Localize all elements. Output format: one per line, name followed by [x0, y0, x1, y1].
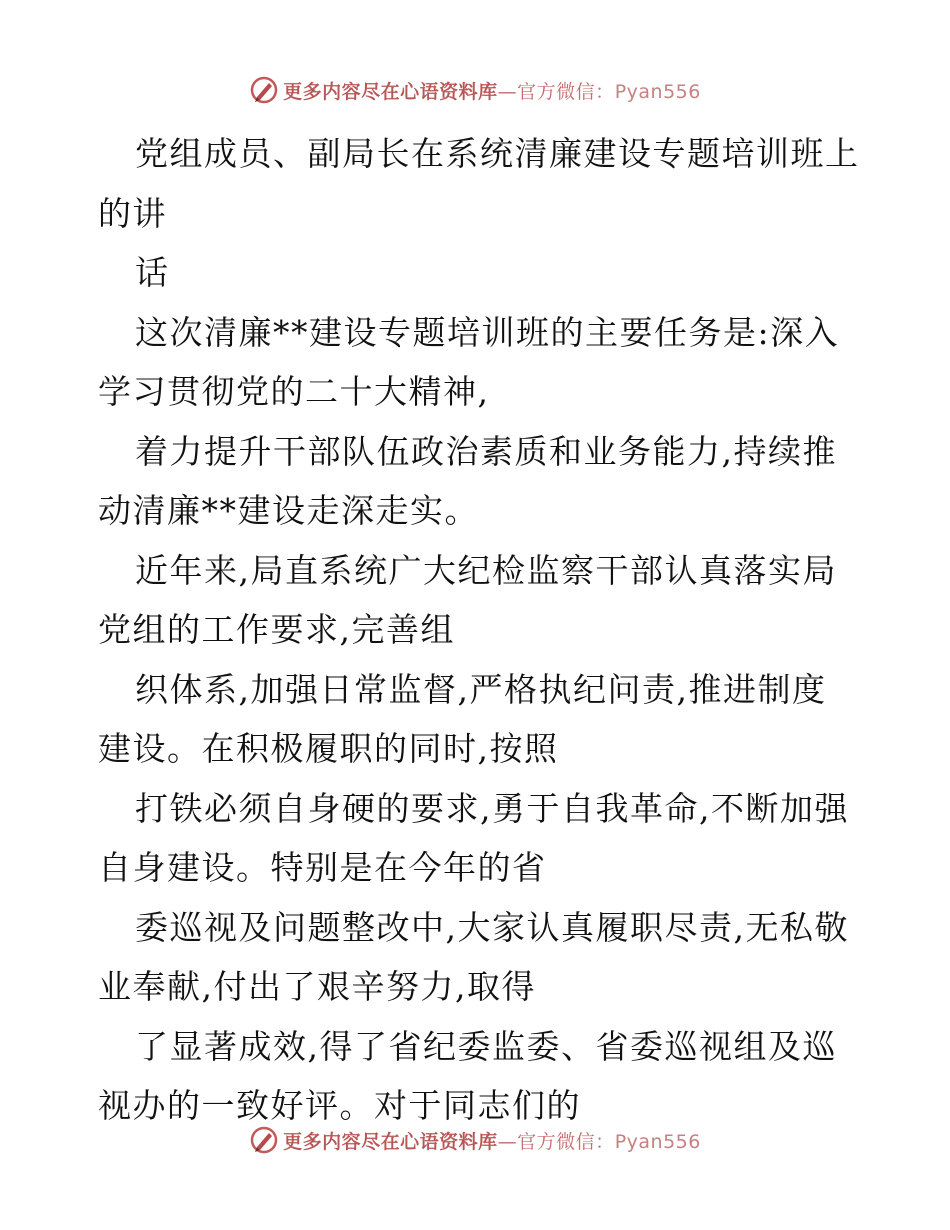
footer-wechat-id: Pyan556 — [614, 1130, 701, 1153]
header-text — [283, 77, 701, 104]
pen-logo-icon — [249, 1125, 279, 1155]
paragraph-title — [98, 124, 858, 243]
text-line: 视办的一致好评。对于同志们的 — [98, 1086, 581, 1125]
footer-separator: — — [497, 1130, 518, 1153]
paragraph-title-end — [98, 243, 858, 303]
paragraph — [98, 1017, 858, 1136]
text-line: 织体系,加强日常监督,严格执纪问责,推进制度 — [135, 669, 827, 709]
document-body — [98, 124, 858, 1136]
header-brand: 更多内容尽在心语资料库 — [283, 80, 498, 103]
header-separator: — — [497, 80, 518, 103]
paragraph — [98, 303, 858, 422]
text-line: 动清廉**建设走深走实。 — [98, 491, 479, 530]
paragraph — [98, 422, 858, 541]
footer-text — [283, 1127, 701, 1154]
text-line: 建设。在积极履职的同时,按照 — [98, 729, 559, 768]
text-line: 话 — [135, 253, 170, 292]
text-line: 着力提升干部队伍政治素质和业务能力,持续推 — [135, 431, 837, 471]
text-line: 近年来,局直系统广大纪检监察干部认真落实局 — [135, 550, 837, 590]
paragraph — [98, 898, 858, 1017]
header-watermark — [0, 70, 950, 110]
text-line: 业奉献,付出了艰辛努力,取得 — [98, 967, 536, 1006]
text-line: 了显著成效,得了省纪委监委、省委巡视组及巡 — [135, 1026, 837, 1066]
paragraph — [98, 660, 858, 779]
pen-logo-icon — [249, 75, 279, 105]
text-line: 学习贯彻党的二十大精神, — [98, 372, 490, 411]
paragraph — [98, 541, 858, 660]
header-wechat-id: Pyan556 — [614, 80, 701, 103]
text-line: 党组成员、副局长在系统清廉建设专题培训班上 — [135, 134, 860, 173]
footer-brand: 更多内容尽在心语资料库 — [283, 1130, 498, 1153]
text-line: 这次清廉**建设专题培训班的主要任务是:深入 — [135, 312, 840, 352]
text-line: 的讲 — [98, 193, 167, 233]
text-line: 党组的工作要求,完善组 — [98, 610, 455, 649]
footer-wechat-label: 官方微信： — [517, 1130, 615, 1153]
text-line: 自身建设。特别是在今年的省 — [98, 848, 547, 887]
footer-watermark — [0, 1120, 950, 1160]
text-line: 打铁必须自身硬的要求,勇于自我革命,不断加强 — [135, 788, 849, 828]
header-wechat-label: 官方微信： — [517, 80, 615, 103]
text-line: 委巡视及问题整改中,大家认真履职尽责,无私敬 — [135, 907, 849, 947]
paragraph — [98, 779, 858, 898]
